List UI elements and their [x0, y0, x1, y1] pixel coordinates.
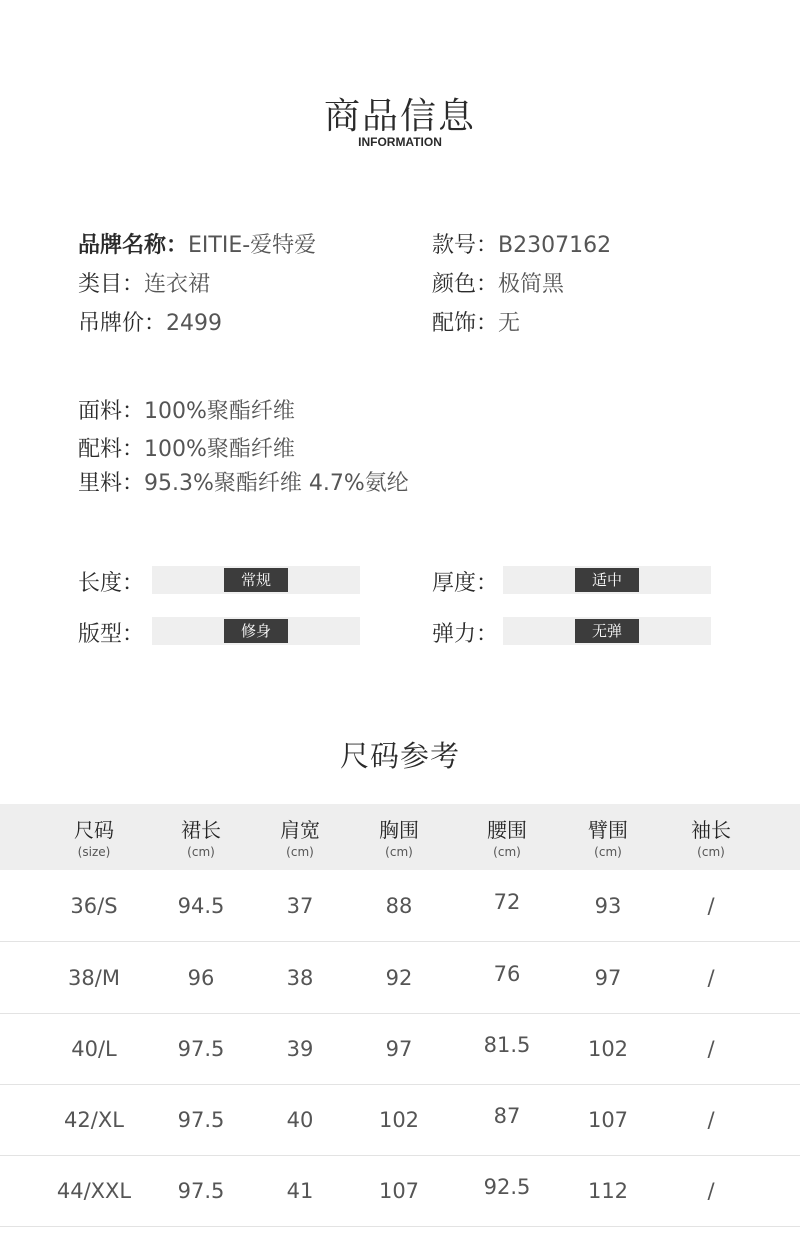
fabric-lining-line: [78, 466, 409, 497]
table-cell: 44/XXL: [56, 1179, 132, 1203]
price-value: 2499: [166, 311, 223, 336]
category-line: [78, 267, 210, 298]
header-cell: 裙长 (cm): [181, 818, 221, 859]
category-value: 连衣裙: [144, 272, 211, 297]
fit-label: 版型：: [78, 622, 145, 647]
table-cell: 97: [385, 1037, 413, 1061]
table-cell: 97: [594, 966, 622, 990]
header-cell: 臂围 (cm): [588, 818, 628, 859]
table-cell: 42/XL: [64, 1108, 124, 1132]
category-key: 类目：: [78, 272, 145, 297]
fit-chip: 修身: [224, 619, 288, 643]
fabric-main-value: 100%聚酯纤维: [144, 399, 295, 424]
length-chip: 常规: [224, 568, 288, 592]
thickness-chip: 适中: [575, 568, 639, 592]
price-key: 吊牌价：: [78, 311, 167, 336]
page-subtitle: INFORMATION: [358, 135, 442, 149]
table-cell: 37: [286, 894, 314, 918]
fabric-trim-value: 100%聚酯纤维: [144, 437, 295, 462]
size-table-header: [0, 804, 800, 870]
table-cell: 93: [594, 894, 622, 918]
table-cell: 40: [286, 1108, 314, 1132]
table-cell: 81.5: [483, 1033, 531, 1057]
table-cell: 102: [378, 1108, 420, 1132]
accessory-line: [432, 306, 520, 337]
table-cell: 97.5: [177, 1108, 225, 1132]
length-bar: [152, 566, 360, 594]
brand-value: EITIE-爱特爱: [188, 233, 317, 258]
brand-key: 品牌名称：: [78, 233, 189, 258]
header-cell: 腰围 (cm): [487, 818, 527, 859]
table-cell: 72: [493, 890, 521, 914]
fit-bar: [152, 617, 360, 645]
page-title: 商品信息: [323, 96, 476, 137]
accessory-value: 无: [498, 311, 521, 336]
table-row: [0, 942, 800, 1014]
table-cell: 38: [286, 966, 314, 990]
table-cell: 96: [187, 966, 215, 990]
table-cell: /: [707, 1037, 715, 1061]
fabric-main-key: 面料：: [78, 399, 145, 424]
header-cell: 肩宽 (cm): [280, 818, 320, 859]
thickness-label: 厚度：: [432, 571, 499, 596]
table-cell: /: [707, 894, 715, 918]
table-cell: 87: [493, 1104, 521, 1128]
fabric-trim-line: [78, 432, 295, 463]
accessory-key: 配饰：: [432, 311, 499, 336]
style-key: 款号：: [432, 233, 499, 258]
color-value: 极简黑: [498, 272, 565, 297]
table-cell: 76: [493, 962, 521, 986]
color-key: 颜色：: [432, 272, 499, 297]
table-cell: 41: [286, 1179, 314, 1203]
price-line: [78, 306, 222, 337]
table-row: [0, 1155, 800, 1227]
table-cell: 92.5: [483, 1175, 531, 1199]
table-cell: 36/S: [70, 894, 118, 918]
header-cell: 袖长 (cm): [691, 818, 731, 859]
table-cell: /: [707, 966, 715, 990]
table-row: [0, 1013, 800, 1085]
brand-line: [78, 228, 316, 259]
color-line: [432, 267, 564, 298]
table-cell: 92: [385, 966, 413, 990]
header-cell: 尺码 (size): [74, 818, 114, 859]
table-row: [0, 870, 800, 942]
table-cell: 39: [286, 1037, 314, 1061]
table-cell: 97.5: [177, 1037, 225, 1061]
table-cell: 88: [385, 894, 413, 918]
table-cell: /: [707, 1108, 715, 1132]
size-section-title: 尺码参考: [339, 739, 460, 773]
table-cell: 102: [587, 1037, 629, 1061]
table-cell: /: [707, 1179, 715, 1203]
table-cell: 40/L: [71, 1037, 117, 1061]
header-cell: 胸围 (cm): [379, 818, 419, 859]
table-row: [0, 1084, 800, 1156]
table-cell: 38/M: [68, 966, 120, 990]
table-cell: 107: [378, 1179, 420, 1203]
fabric-lining-value: 95.3%聚酯纤维 4.7%氨纶: [144, 471, 409, 496]
table-cell: 107: [587, 1108, 629, 1132]
style-value: B2307162: [498, 233, 612, 258]
elasticity-chip: 无弹: [575, 619, 639, 643]
elasticity-bar: [503, 617, 711, 645]
fabric-trim-key: 配料：: [78, 437, 145, 462]
table-cell: 97.5: [177, 1179, 225, 1203]
table-cell: 112: [587, 1179, 629, 1203]
style-line: [432, 228, 611, 259]
elasticity-label: 弹力：: [432, 622, 499, 647]
fabric-lining-key: 里料：: [78, 471, 145, 496]
table-cell: 94.5: [177, 894, 225, 918]
fabric-main-line: [78, 394, 295, 425]
length-label: 长度：: [78, 571, 145, 596]
thickness-bar: [503, 566, 711, 594]
